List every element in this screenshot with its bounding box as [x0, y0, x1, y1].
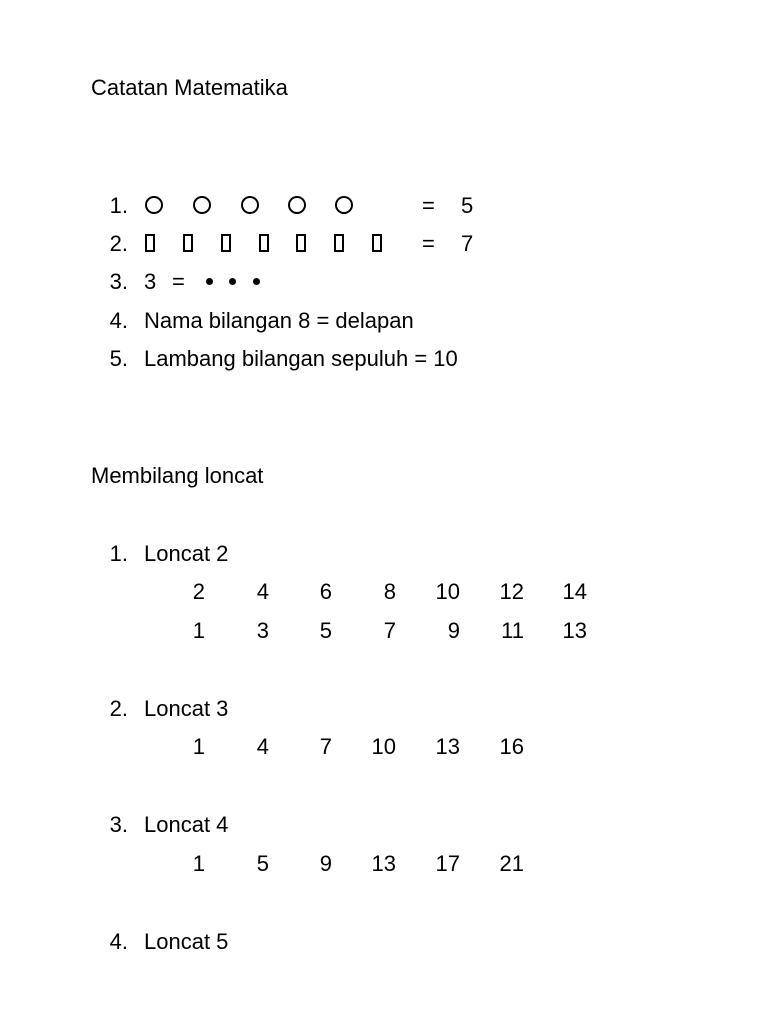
- page-title: Catatan Matematika: [91, 75, 288, 100]
- sequence-number: 8: [383, 579, 396, 604]
- note-text: Lambang bilangan sepuluh = 10: [144, 346, 458, 371]
- note-prefix: 3: [144, 269, 157, 294]
- rectangle-icon: [372, 234, 382, 252]
- list-number: 5.: [109, 346, 128, 371]
- sequence-number: 1: [192, 734, 205, 759]
- sequence-number: 13: [435, 734, 460, 759]
- sequence-number: 16: [499, 734, 524, 759]
- skip-label: Loncat 5: [144, 929, 229, 954]
- sequence-number: 6: [319, 579, 332, 604]
- sequence-number: 21: [499, 851, 524, 876]
- sequence-number: 1: [192, 618, 205, 643]
- equals-sign: =: [172, 269, 185, 294]
- list-number: 4.: [109, 929, 128, 954]
- sequence-number: 11: [501, 618, 524, 643]
- sequence-number: 5: [319, 618, 332, 643]
- sequence-number: 12: [499, 579, 524, 604]
- circle-icon: [288, 196, 306, 214]
- list-number: 1.: [109, 541, 128, 566]
- list-number: 4.: [109, 308, 128, 333]
- note-text: Nama bilangan 8 = delapan: [144, 308, 414, 333]
- rectangle-icon: [183, 234, 193, 252]
- sequence-number: 9: [447, 618, 460, 643]
- sequence-number: 4: [256, 734, 269, 759]
- rectangle-icon: [334, 234, 344, 252]
- sequence-number: 14: [562, 579, 587, 604]
- sequence-number: 10: [371, 734, 396, 759]
- sequence-number: 5: [256, 851, 269, 876]
- sequence-number: 13: [562, 618, 587, 643]
- circle-icon: [193, 196, 211, 214]
- sequence-number: 1: [192, 851, 205, 876]
- rectangle-icon: [145, 234, 155, 252]
- list-number: 2.: [109, 696, 128, 721]
- dot-icon: [253, 278, 260, 285]
- skip-label: Loncat 4: [144, 812, 229, 837]
- list-number: 1.: [109, 193, 128, 218]
- equals-sign: =: [422, 231, 435, 256]
- dot-icon: [206, 278, 213, 285]
- equals-sign: =: [422, 193, 435, 218]
- dot-icon: [229, 278, 236, 285]
- note-value: 7: [461, 231, 474, 256]
- sequence-number: 17: [435, 851, 460, 876]
- rectangle-icon: [296, 234, 306, 252]
- skip-label: Loncat 2: [144, 541, 229, 566]
- rectangle-icon: [259, 234, 269, 252]
- sequence-number: 13: [371, 851, 396, 876]
- note-value: 5: [461, 193, 474, 218]
- circle-icon: [335, 196, 353, 214]
- list-number: 3.: [109, 269, 128, 294]
- list-number: 2.: [109, 231, 128, 256]
- sequence-number: 7: [319, 734, 332, 759]
- list-number: 3.: [109, 812, 128, 837]
- sequence-number: 4: [256, 579, 269, 604]
- sequence-number: 7: [383, 618, 396, 643]
- section-heading: Membilang loncat: [91, 463, 264, 488]
- sequence-number: 2: [192, 579, 205, 604]
- circle-icon: [241, 196, 259, 214]
- sequence-number: 3: [256, 618, 269, 643]
- skip-label: Loncat 3: [144, 696, 229, 721]
- circle-icon: [145, 196, 163, 214]
- sequence-number: 9: [319, 851, 332, 876]
- sequence-number: 10: [435, 579, 460, 604]
- rectangle-icon: [221, 234, 231, 252]
